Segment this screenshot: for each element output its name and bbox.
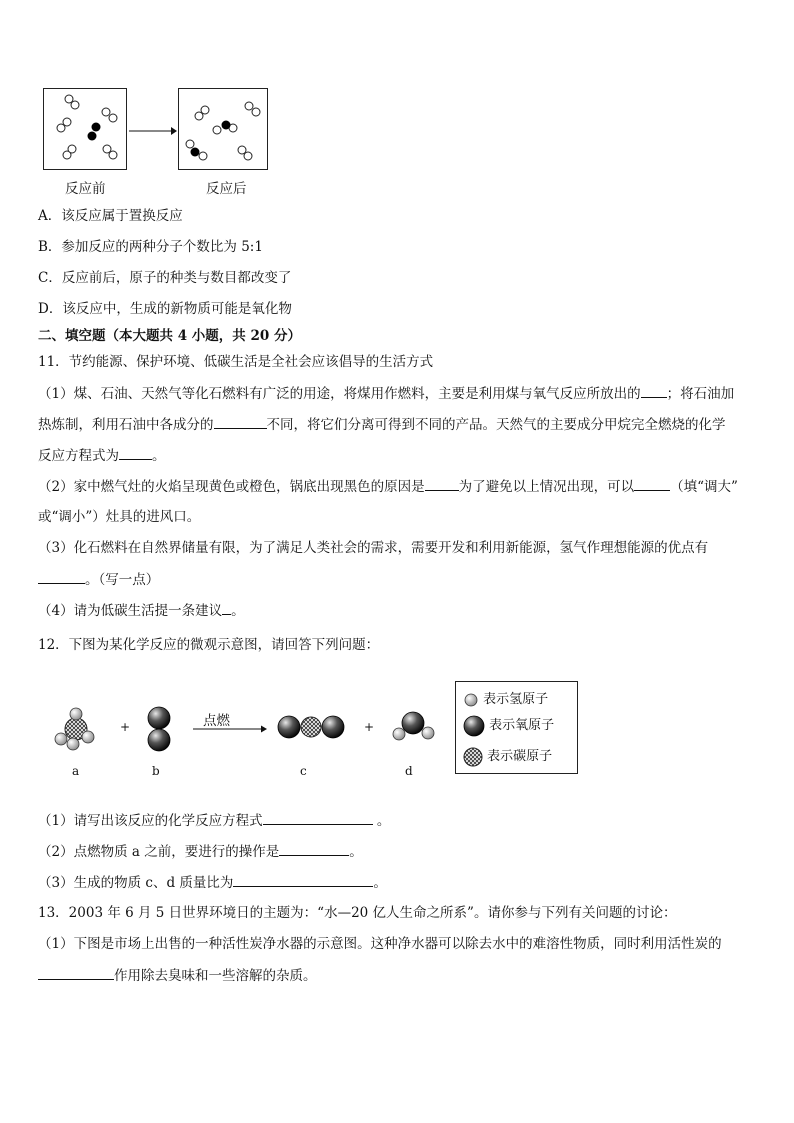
q11-part1-text-e: 反应方程式为 xyxy=(38,448,119,464)
molecule-b-oxygen xyxy=(145,705,173,753)
q12-part2-text: （2）点燃物质 a 之前，要进行的操作是 xyxy=(38,844,280,860)
q11-part2-text-b: 为了避免以上情况出现，可以 xyxy=(458,479,635,495)
q11-part3-line1: （3）化石燃料在自然界储量有限，为了满足人类社会的需求，需要开发和利用新能源，氢气作理想能源的优点有 xyxy=(38,540,709,556)
q12-part2 xyxy=(38,842,363,861)
option-b: B．参加反应的两种分子个数比为 5:1 xyxy=(38,239,263,255)
plus-sign-1: + xyxy=(120,720,131,734)
q11-part1-line3 xyxy=(38,446,166,465)
option-a: A．该反应属于置换反应 xyxy=(38,208,183,224)
q11-part2-text-a: （2）家中燃气灶的火焰呈现黄色或橙色，锅底出现黑色的原因是 xyxy=(38,479,425,495)
legend-carbon-text: 表示碳原子 xyxy=(487,749,553,764)
atom-legend xyxy=(455,681,578,774)
q12-part1-text: （1）请写出该反应的化学反应方程式 xyxy=(38,813,263,829)
answer-blank[interactable] xyxy=(279,842,349,856)
answer-blank[interactable] xyxy=(119,446,152,460)
option-d: D．该反应中，生成的新物质可能是氧化物 xyxy=(38,301,292,317)
q13-stem: 13．2003 年 6 月 5 日世界环境日的主题为：“水—20 亿人生命之所系”。请你参与下列有关问题的讨论： xyxy=(38,905,677,921)
q11-part1-text-a: （1）煤、石油、天然气等化石燃料有广泛的用途，将煤用作燃料，主要是利用煤与氧气反应所放出的 xyxy=(38,386,641,402)
q12-part3 xyxy=(38,873,387,892)
reaction-arrow-2 xyxy=(193,724,268,734)
q11-part4-text-a: （4）请为低碳生活提一条建议 xyxy=(38,603,223,619)
q12-part1-end: 。 xyxy=(376,813,391,829)
before-caption: 反应前 xyxy=(65,181,106,197)
q11-part3-line2 xyxy=(38,570,159,589)
q12-part3-text: （3）生成的物质 c、d 质量比为 xyxy=(38,875,234,891)
q11-part2-text-c: （填“调大” xyxy=(670,479,738,495)
label-a: a xyxy=(72,764,80,778)
q11-part2-line1 xyxy=(38,477,738,496)
q11-part2-line2: 或“调小”）灶具的进风口。 xyxy=(38,509,201,525)
answer-blank[interactable] xyxy=(425,477,459,491)
q12-stem: 12．下图为某化学反应的微观示意图，请回答下列问题： xyxy=(38,637,380,653)
legend-carbon xyxy=(463,745,552,767)
oxygen-atom-icon xyxy=(463,715,485,737)
molecule-a-methane xyxy=(52,706,100,752)
option-c: C．反应前后，原子的种类与数目都改变了 xyxy=(38,270,292,286)
q11-part3-text: 。（写一点） xyxy=(85,572,160,588)
q11-part1-text-c: 热炼制，利用石油中各成分的 xyxy=(38,417,214,433)
legend-oxygen xyxy=(463,714,554,737)
q12-part2-end: 。 xyxy=(349,844,363,860)
molecule-d-water xyxy=(390,709,438,743)
reaction-arrow xyxy=(127,125,179,137)
answer-blank[interactable] xyxy=(214,415,267,429)
reaction-before-box xyxy=(43,88,127,170)
q11-part1-text-b: ；将石油加 xyxy=(666,386,735,402)
q11-part1-text-d: 不同，将它们分离可得到不同的产品。天然气的主要成分甲烷完全燃烧的化学 xyxy=(266,417,726,433)
after-molecules xyxy=(179,89,267,169)
answer-blank[interactable] xyxy=(263,811,373,825)
molecule-c-carbon-dioxide xyxy=(276,714,346,740)
legend-hydrogen-text: 表示氢原子 xyxy=(483,692,549,707)
answer-blank[interactable] xyxy=(38,966,114,980)
q11-part1-text-f: 。 xyxy=(152,448,166,464)
q11-part1-line1 xyxy=(38,384,734,403)
label-b: b xyxy=(152,764,160,778)
after-caption: 反应后 xyxy=(206,181,247,197)
reaction-after-box xyxy=(178,88,268,170)
q11-part4 xyxy=(38,601,245,620)
label-d: d xyxy=(405,764,413,778)
answer-blank[interactable] xyxy=(38,570,85,584)
answer-blank[interactable] xyxy=(222,601,231,615)
q13-part1-text: 作用除去臭味和一些溶解的杂质。 xyxy=(114,968,317,984)
answer-blank[interactable] xyxy=(641,384,667,398)
legend-hydrogen xyxy=(463,688,548,708)
hydrogen-atom-icon xyxy=(463,692,479,708)
q11-part4-text-b: 。 xyxy=(231,603,245,619)
before-molecules xyxy=(44,89,126,169)
q13-part1-line2 xyxy=(38,966,317,985)
answer-blank[interactable] xyxy=(233,873,373,887)
label-c: c xyxy=(300,764,307,778)
q12-part3-end: 。 xyxy=(373,875,387,891)
q12-part1 xyxy=(38,811,390,830)
q13-part1-line1: （1）下图是市场上出售的一种活性炭净水器的示意图。这种净水器可以除去水中的难溶性物质，同时利用活性炭的 xyxy=(38,936,722,952)
carbon-atom-icon xyxy=(463,747,483,767)
reaction-condition: 点燃 xyxy=(203,713,230,729)
section-heading: 二、填空题（本大题共 4 小题，共 20 分） xyxy=(38,328,301,344)
plus-sign-2: + xyxy=(364,720,375,734)
answer-blank[interactable] xyxy=(634,477,670,491)
q11-part1-line2 xyxy=(38,415,726,434)
q11-stem: 11．节约能源、保护环境、低碳生活是全社会应该倡导的生活方式 xyxy=(38,354,434,370)
legend-oxygen-text: 表示氧原子 xyxy=(489,718,555,733)
